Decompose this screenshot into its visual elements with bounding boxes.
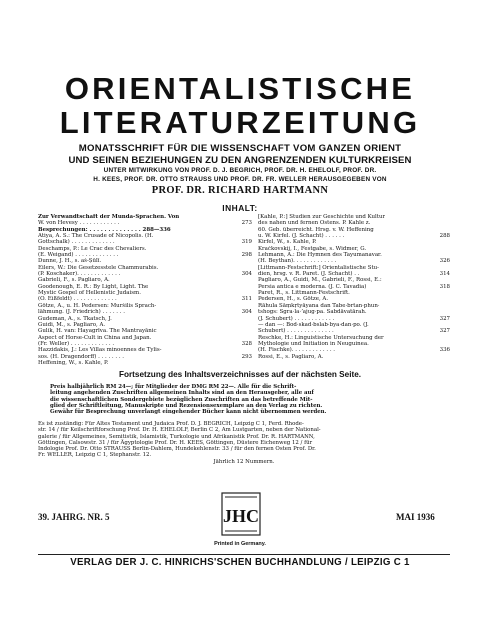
contents-entry [38,360,252,366]
contents-entry-text: [Kahle, P.:] Studien zur Geschichte und Kultur [258,214,386,220]
contents-entry-text: lähmung. (J. Friedrich) . . . . . . . [38,309,125,316]
contents-entry-text: Goodenough, E. R.: By Light, Light. The [38,283,149,290]
contents-entry-text: Reschke, H.: Linguistische Untersuchung der [258,334,384,341]
contents-entry-page: 327 [439,328,450,335]
contents-entry-page: 326 [439,258,450,265]
contents-entry-page: 328 [241,340,252,347]
contents-heading: INHALT: [222,203,258,213]
printed-in-germany: Printed in Germany. [214,541,266,547]
contents-entry-text: Paret, R., s. Littmann-Festschrift. [258,290,350,297]
contents-entry-text: (P. Koschaker). . . . . . . . . . . . . [38,271,121,278]
publisher-logo [221,492,261,536]
contents-entry-text: Gudeman, A., s. Tkatsch, J. [38,315,112,322]
price-line: glied der Schriftleitung, Manuskripte und Rezensionsexemplare an den Verlag zu richten. [50,402,323,409]
price-line: leitung angehenden Zuschriften allgemeinen Inhalts sind an den Herausgeber, alle auf [50,390,314,397]
contents-entry-page: 273 [241,220,252,227]
contents-entry-text: Atiya, A. S.: The Crusade of Nicopolis. (H. [38,233,154,240]
contents-entry [258,354,450,360]
contents-entry-text: (Fr. Weller) . . . . . . . . . . . . . [38,340,115,347]
price-line: die wissenschaftlichen Sondergebiete bezüglichen Zuschriften an das betreffende Mit- [50,396,313,403]
contents-entry-text: Guidi, M., s. Pagliaro, A. [38,321,106,328]
contents-entry-text: Zur Verwandtschaft der Munda-Sprachen. Von [38,214,180,220]
price-notice [50,384,440,415]
contents-entry-text: Rossi, E., s. Pagliaro, A. [258,353,324,360]
contents-entry-page: 298 [241,252,252,259]
logo-lettering: JHC [223,506,259,526]
contents-entry-page: 311 [241,296,252,303]
subtitle-line2: UND SEINEN BEZIEHUNGEN ZU DEN ANGRENZENDEN KULTURKREISEN [68,155,412,166]
contents-entry-text: Heffening, W., s. Kahle, P. [38,359,109,366]
price-line: Preis halbjährlich RM 24—; für Mitglieder der DMG RM 22—. Alle für die Schrift- [50,384,297,390]
contents-entry-page: 293 [241,353,252,360]
journal-title-line1: ORIENTALISTISCHE [64,71,416,106]
contents-entry-text: Kirfel, W., s. Kahle, P. [258,239,317,246]
issue-number: 39. JAHRG. NR. 5 [38,512,110,522]
contents-entry-page: 319 [241,239,252,246]
contents-entry-text: W. von Hevesy . . . . . . . . . . . . [38,220,120,227]
contents-entry-text: 60. Geb. überreicht. Hrsg. v. W. Heffening [258,226,374,233]
contents-entry-text: sos. (H. Dragendorff) . . . . . . . . [38,353,125,360]
contents-entry-page: 288 [439,233,450,240]
chief-editor: PROF. DR. RICHARD HARTMANN [151,185,329,196]
contents-entry-text: Gottschalk) . . . . . . . . . . . . . [38,239,115,246]
publisher-imprint: VERLAG DER J. C. HINRICHS'SCHEN BUCHHANDLUNG / LEIPZIG C 1 [70,557,410,568]
contents-entry-text: Hazzidakis, J.: Les Villas minoennes de Tylis- [38,347,162,354]
contents-entry-page: 318 [439,283,450,290]
contents-entry-text: Gabrieli, F., s. Pagliaro, A. [38,277,110,284]
contents-entry-text: (H. Beythan). . . . . . . . . . . . . [258,258,337,265]
contents-entry-text: (O. Eißfeldt) . . . . . . . . . . . . . [38,296,117,303]
contents-entry-page: 304 [241,309,252,316]
contents-entry-text: dien, hrsg. v. R. Paret. (J. Schacht) . . [258,271,360,278]
footer-rule [38,554,450,555]
responsibility-line: Fr. WELLER, Leipzig C 1, Stephanstr. 12. [38,452,152,459]
contents-entry-text: Lehmann, A.: Die Hymnen des Tayumanavar. [258,252,382,259]
contents-entry-text: u. W. Kirfel. (J. Schacht) . . . . . . [258,233,345,240]
contents-entry-text: Besprechungen: . . . . . . . . . . . . . . 288—336 [38,226,171,233]
responsibility-line: Indologie Prof. Dr. Otto STRAUSS Berlin-Dahlem, Hundekehlenstr. 33 / für den fernen Osten Prof. Dr. [38,446,316,453]
contents-entry-text: Kračkovskij, I., Festgabe, s. Widmer, G. [258,245,367,252]
continuation-heading: Fortsetzung des Inhaltsverzeichnisses auf der nächsten Seite. [118,370,362,379]
contents-entry-text: Gulik, H. van: Hayagrīva. The Mantrayānic [38,328,157,335]
contents-entry-text: [Littmann-Festschrift:] Orientalistische Stu- [258,264,379,271]
contents-entry-text: Pedersen, H., s. Götze, A. [258,296,329,303]
contents-entry-text: Mystic Gospel of Hellenistic Judaism. [38,290,141,297]
responsibility-notice [38,421,450,465]
issue-date: MAI 1936 [396,512,435,522]
subtitle-line1: MONATSSCHRIFT FÜR DIE WISSENSCHAFT VOM GANZEN ORIENT [78,143,402,154]
editors-line2: H. KEES, PROF. DR. OTTO STRAUSS UND PROF. DR. FR. WELLER HERAUSGEGEBEN VON [93,176,387,183]
price-line: Gewähr für Besprechung unverlangt eingehender Bücher kann nicht übernommen werden. [50,409,327,416]
contents-entry-text: Pagliaro, A., Guidi, M., Gabrieli, F., Rossi, E.: [258,277,382,284]
contents-entry-text: Rāhula Sāṃkṛtyāyana dan Tabe·brtan·phun· [258,302,380,309]
contents-entry-text: Götze, A., u. H. Pedersen: Muršilis Sprach- [38,302,157,309]
journal-title-line2: LITERATURZEITUNG [59,105,421,140]
contents-entry-text: Dunne, J. H., s. aš-Ṣūlī. [38,258,102,265]
contents-entry-text: Persia antica e moderna. (J. C. Tavadia) [258,283,367,290]
contents-entry-text: (E. Weigand) . . . . . . . . . . . . . [38,252,119,259]
contents-entry-text: (J. Schubert) . . . . . . . . . . . . [258,315,335,322]
contents-entry-text: — dan —: Bod·skad·bslab·bya·dan·po. (J. [258,321,369,328]
contents-entry-page: 304 [241,271,252,278]
responsibility-line: Es ist zuständig: Für Altes Testament und Judaica Prof. D. J. BEGRICH, Leipzig C 1, Ferd. Rhode- [38,421,304,427]
issues-per-year: Jährlich 12 Nummern. [213,458,275,465]
contents-entry-text: Mythologie und Initiation in Neuguinea. [258,340,369,347]
responsibility-line: galerie / für Allgemeines, Semitistik, Islamistik, Turkologie und Afrikanistik Prof. Dr. R. HARTMANN, [38,433,315,440]
contents-entry-text: Eilers, W.: Die Gesetzesstele Chammurabis. [38,264,159,271]
contents-entry-text: des nahen und fernen Ostens. P. Kahle z. [258,220,371,227]
contents-entry-page: 336 [439,347,450,354]
contents-entry-text: (H. Fischke). . . . . . . . . . . . . [258,347,336,354]
contents-entry-text: Schubert) . . . . . . . . . . . . . . [258,328,334,335]
responsibility-line: Göttingen, Calsowstr. 31 / für Ägyptologie Prof. Dr. H. KEES, Göttingen, Düstere Eichenweg 12 / für [38,439,313,446]
contents-entry-text: Aspect of Horse-Cult in China and Japan. [38,334,152,341]
contents-left-column [38,214,252,366]
responsibility-line: str. 14 / für Keilschriftforschung Prof. Dr. H. EHELOLF, Berlin C 2, Am Lustgarten, neben der National- [38,427,321,434]
contents-right-column [258,214,450,360]
contents-entry-text: tshogs: Sgra·la·ʼajug·pa. Sabdāvatārah. [258,309,367,316]
editors-line1: UNTER MITWIRKUNG VON PROF. D. J. BEGRICH, PROF. DR. H. EHELOLF, PROF. DR. [103,167,377,174]
contents-entry-text: Deschamps, P.: Le Crac des Chevaliers. [38,245,147,252]
contents-entry-page: 314 [439,271,450,278]
contents-entry-page: 327 [439,315,450,322]
